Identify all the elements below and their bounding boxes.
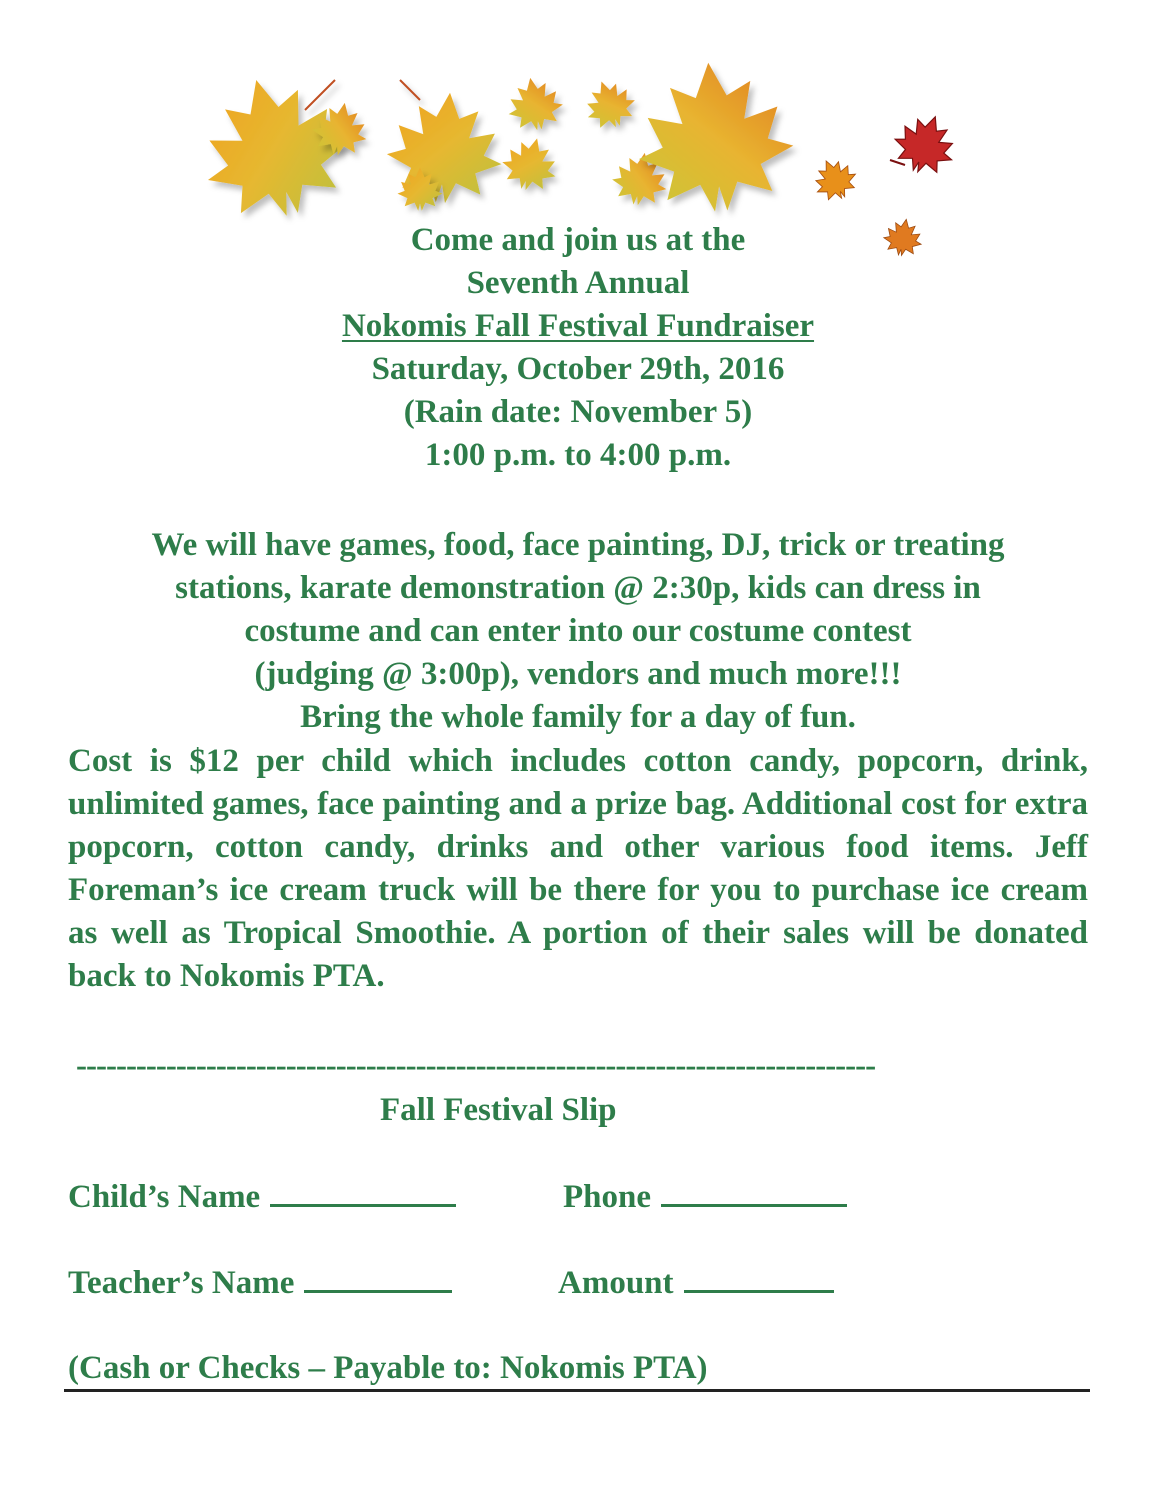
phone-field bbox=[563, 1176, 847, 1219]
event-time: 1:00 p.m. to 4:00 p.m. bbox=[424, 437, 732, 473]
activities-line: We will have games, food, face painting, DJ, trick or treating bbox=[151, 527, 1005, 563]
activities-line: Bring the whole family for a day of fun. bbox=[300, 699, 856, 735]
phone-label: Phone bbox=[563, 1179, 652, 1215]
activities-line: (judging @ 3:00p), vendors and much more!!! bbox=[254, 656, 902, 692]
payable-underline bbox=[64, 1389, 1090, 1392]
leaf-small-2-icon bbox=[503, 73, 566, 135]
cut-line-separator: -------------------------------------------------------------------------------- bbox=[76, 1048, 876, 1084]
phone-blank[interactable] bbox=[661, 1178, 847, 1207]
child-name-field bbox=[68, 1176, 456, 1219]
leaf-red-icon bbox=[887, 107, 963, 182]
activities-line: stations, karate demonstration @ 2:30p, kids can dress in bbox=[175, 570, 981, 606]
child-name-label: Child’s Name bbox=[68, 1179, 261, 1215]
event-name: Nokomis Fall Festival Fundraiser bbox=[341, 308, 815, 344]
leaf-small-4-icon bbox=[578, 73, 641, 135]
leaf-large-right-icon bbox=[631, 56, 798, 218]
amount-blank[interactable] bbox=[684, 1264, 834, 1293]
edition-line: Seventh Annual bbox=[466, 265, 690, 301]
amount-field bbox=[558, 1262, 834, 1305]
amount-label: Amount bbox=[558, 1265, 674, 1301]
activities-block bbox=[40, 524, 1116, 739]
leaf-small-3-icon bbox=[497, 131, 564, 196]
event-date: Saturday, October 29th, 2016 bbox=[371, 351, 785, 387]
payable-note: (Cash or Checks – Payable to: Nokomis PTA) bbox=[68, 1350, 708, 1386]
invite-line: Come and join us at the bbox=[410, 222, 746, 258]
rain-date: (Rain date: November 5) bbox=[403, 394, 753, 430]
teacher-name-label: Teacher’s Name bbox=[68, 1265, 295, 1301]
activities-line: costume and can enter into our costume contest bbox=[244, 613, 912, 649]
event-header bbox=[0, 219, 1156, 477]
leaf-orange-small-icon bbox=[807, 152, 862, 206]
child-name-blank[interactable] bbox=[270, 1178, 456, 1207]
leaf-center-left-icon bbox=[383, 80, 507, 208]
slip-title: Fall Festival Slip bbox=[380, 1092, 617, 1128]
teacher-name-blank[interactable] bbox=[304, 1264, 452, 1293]
cost-paragraph: Cost is $12 per child which includes cotton candy, popcorn, drink, unlimited games, face painting and a prize bag. Additional cost for extra popcorn, cotton candy, drinks and other various food items. Jeff Foreman’s ice cream truck will be there for you to purchase ice cream as well as Tropical Smoothie. A portion of their sales will be donated back to Nokomis PTA. bbox=[68, 743, 1088, 994]
teacher-name-field bbox=[68, 1262, 452, 1305]
